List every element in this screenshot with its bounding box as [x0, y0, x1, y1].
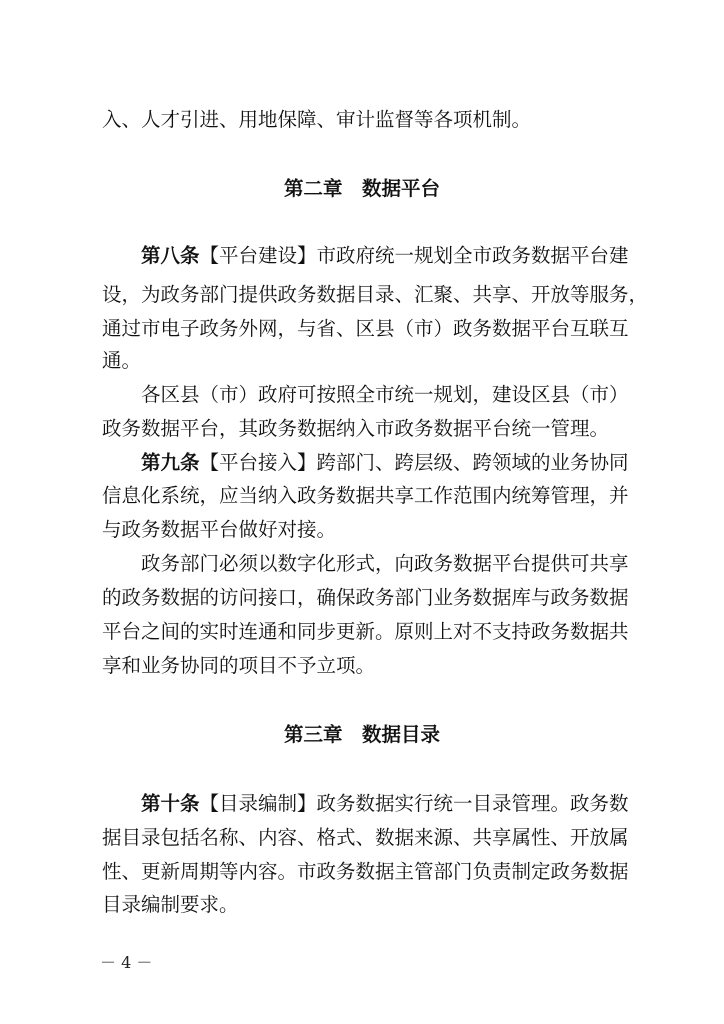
article-10-line-4: 目录编制要求。: [102, 893, 239, 916]
article-8-line-4: 通。: [102, 349, 142, 372]
article-10-line-3: 性、更新周期等内容。市政务数据主管部门负责制定政务数据: [102, 860, 629, 883]
article-9-text-1: 跨部门、跨层级、跨领域的业务协同: [316, 451, 629, 474]
paragraph-4-line-1: 政务部门必须以数字化形式，向政务数据平台提供可共享: [141, 552, 629, 575]
chapter-3-heading: 第三章 数据目录: [283, 723, 440, 746]
article-10-title: 【目录编制】: [199, 792, 317, 815]
article-8-line-1: [141, 244, 629, 268]
chapter-2-heading: 第二章 数据平台: [283, 177, 440, 200]
article-9-number: 第九条: [141, 451, 200, 474]
article-10-line-2: 据目录包括名称、内容、格式、数据来源、共享属性、开放属: [102, 826, 629, 849]
article-10-number: 第十条: [141, 792, 200, 815]
page-number: － 4 －: [100, 953, 153, 972]
article-8-title: 【平台建设】: [199, 244, 317, 267]
article-9-title: 【平台接入】: [199, 451, 317, 474]
article-10-line-1: [141, 792, 629, 816]
article-8-line-2: 设，为政务部门提供政务数据目录、汇聚、共享、开放等服务，: [102, 283, 649, 306]
article-8-number: 第八条: [141, 244, 200, 267]
article-9-line-1: [141, 451, 629, 475]
paragraph-2-line-1: 各区县（市）政府可按照全市统一规划，建设区县（市）: [141, 383, 629, 406]
article-9-line-3: 与政务数据平台做好对接。: [102, 518, 337, 541]
article-10-text-1: 政务数据实行统一目录管理。政务数: [316, 792, 629, 815]
article-9-line-2: 信息化系统，应当纳入政务数据共享工作范围内统筹管理，并: [102, 484, 629, 507]
paragraph-4-line-3: 平台之间的实时连通和同步更新。原则上对不支持政务数据共: [102, 620, 629, 643]
article-8-line-3: 通过市电子政务外网，与省、区县（市）政务数据平台互联互: [102, 317, 629, 340]
paragraph-4-line-2: 的政务数据的访问接口，确保政务部门业务数据库与政务数据: [102, 586, 629, 609]
article-8-text-1: 市政府统一规划全市政务数据平台建: [316, 244, 629, 267]
continuation-line: 入、人才引进、用地保障、审计监督等各项机制。: [102, 108, 532, 131]
paragraph-2-line-2: 政务数据平台，其政务数据纳入市政务数据平台统一管理。: [102, 417, 610, 440]
paragraph-4-line-4: 享和业务协同的项目不予立项。: [102, 654, 376, 677]
